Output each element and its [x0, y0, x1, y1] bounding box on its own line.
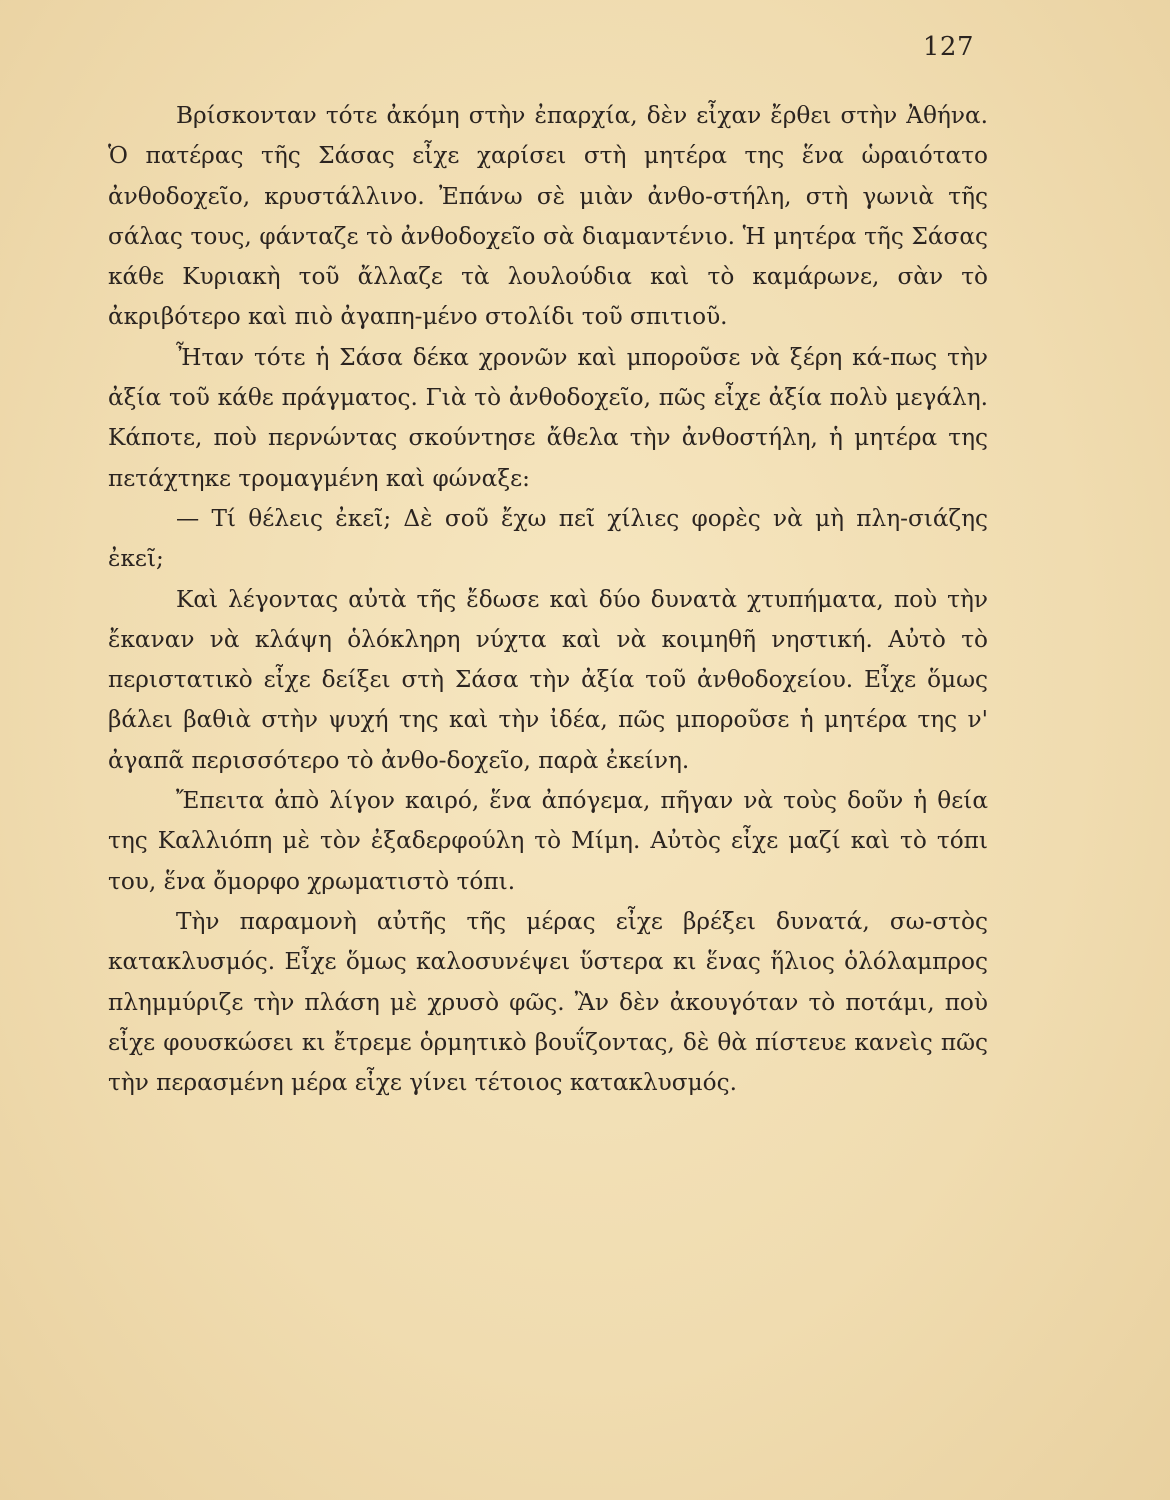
paragraph: Βρίσκονταν τότε ἀκόμη στὴν ἐπαρχία, δὲν εἶχαν ἔρθει στὴν Ἀθήνα. Ὁ πατέρας τῆς Σάσας εἶχε χαρίσει στὴ μητέρα της ἕνα ὡραιότατο ἀνθοδοχεῖο, κρυστάλλινο. Ἐπάνω σὲ μιὰν ἀνθο-στήλη, στὴ γωνιὰ τῆς σάλας τους, φάνταζε τὸ ἀνθοδοχεῖο σὰ διαμαντένιο. Ἡ μητέρα τῆς Σάσας κάθε Κυριακὴ τοῦ ἄλλαζε τὰ λουλούδια καὶ τὸ καμάρωνε, σὰν τὸ ἀκριβότερο καὶ πιὸ ἀγαπη-μένο στολίδι τοῦ σπιτιοῦ.: [108, 102, 988, 331]
paragraph: Ἔπειτα ἀπὸ λίγον καιρό, ἕνα ἀπόγεμα, πῆγαν νὰ τοὺς δοῦν ἡ θεία της Καλλιόπη μὲ τὸν ἐξαδερφούλη τὸ Μίμη. Αὐτὸς εἶχε μαζί καὶ τὸ τόπι του, ἕνα ὄμορφο χρωματιστὸ τόπι.: [108, 787, 988, 895]
paragraph: Ἦταν τότε ἡ Σάσα δέκα χρονῶν καὶ μποροῦσε νὰ ξέρη κά-πως τὴν ἀξία τοῦ κάθε πράγματος. Γιὰ τὸ ἀνθοδοχεῖο, πῶς εἶχε ἀξία πολὺ μεγάλη. Κάποτε, ποὺ περνώντας σκούντησε ἄθελα τὴν ἀνθοστήλη, ἡ μητέρα της πετάχτηκε τρομαγμένη καὶ φώναξε:: [108, 343, 988, 492]
body-text: [108, 96, 988, 1103]
dialogue-paragraph: — Τί θέλεις ἐκεῖ; Δὲ σοῦ ἔχω πεῖ χίλιες φορὲς νὰ μὴ πλη-σιάζης ἐκεῖ;: [108, 504, 988, 573]
page-number: 127: [922, 32, 974, 62]
paragraph: Τὴν παραμονὴ αὐτῆς τῆς μέρας εἶχε βρέξει δυνατά, σω-στὸς κατακλυσμός. Εἶχε ὅμως καλοσυνέψει ὕστερα κι ἕνας ἥλιος ὁλόλαμπρος πλημμύριζε τὴν πλάση μὲ χρυσὸ φῶς. Ἂν δὲν ἀκουγόταν τὸ ποτάμι, ποὺ εἶχε φουσκώσει κι ἔτρεμε ὁρμητικὸ βουΐζοντας, δὲ θὰ πίστευε κανεὶς πῶς τὴν περασμένη μέρα εἶχε γίνει τέτοιος κατακλυσμός.: [108, 907, 988, 1097]
paragraph: Καὶ λέγοντας αὐτὰ τῆς ἔδωσε καὶ δύο δυνατὰ χτυπήματα, ποὺ τὴν ἔκαναν νὰ κλάψη ὁλόκληρη νύχτα καὶ νὰ κοιμηθῆ νηστική. Αὐτὸ τὸ περιστατικὸ εἶχε δείξει στὴ Σάσα τὴν ἀξία τοῦ ἀνθοδοχείου. Εἶχε ὅμως βάλει βαθιὰ στὴν ψυχή της καὶ τὴν ἰδέα, πῶς μποροῦσε ἡ μητέρα της ν' ἀγαπᾶ περισσότερο τὸ ἀνθο-δοχεῖο, παρὰ ἐκείνη.: [108, 585, 988, 774]
